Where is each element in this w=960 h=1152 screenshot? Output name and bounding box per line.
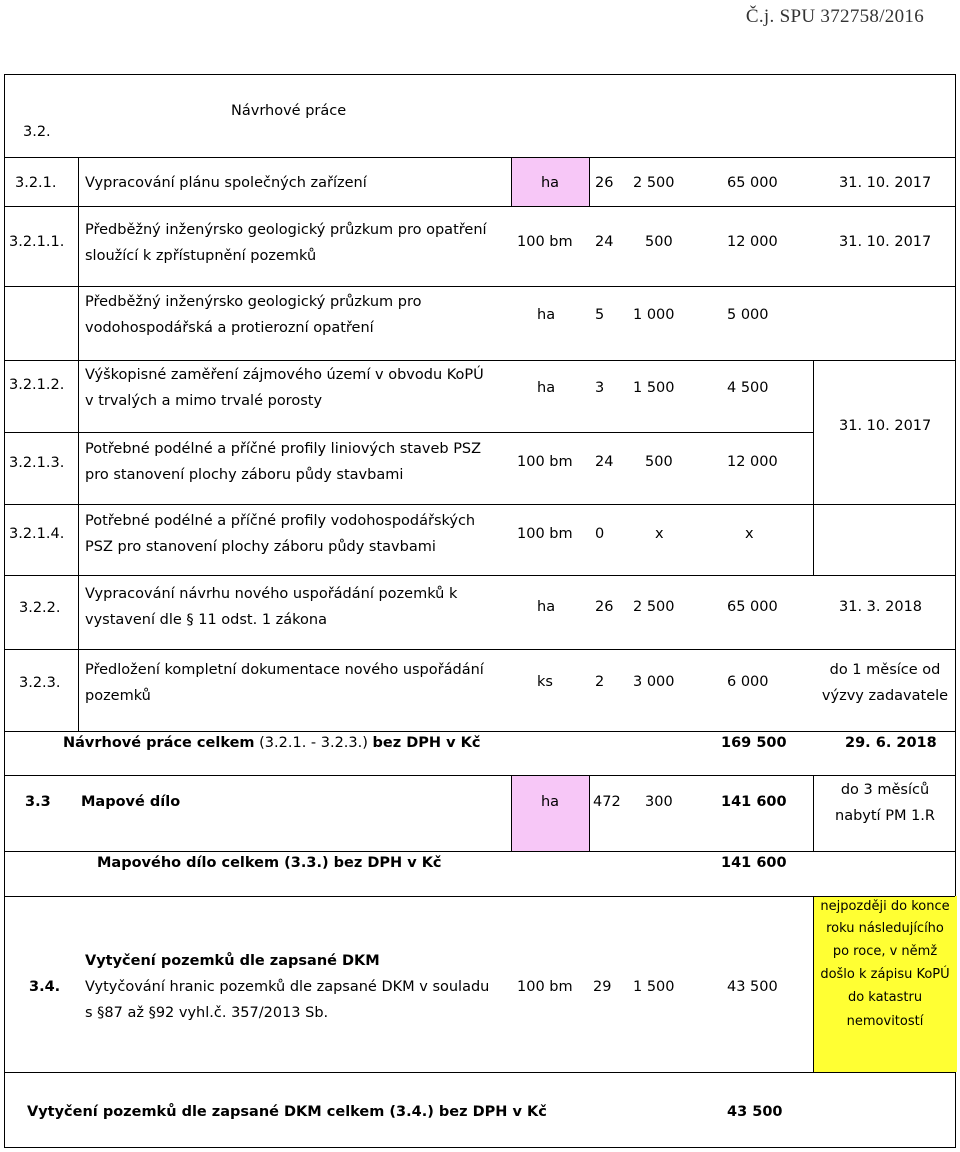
subtotal-value: 141 600 (721, 855, 787, 871)
unit: ha (537, 599, 556, 615)
total: 65 000 (727, 175, 778, 191)
unit: 100 bm (517, 979, 573, 995)
deadline-line: nabytí PM 1.R (835, 808, 935, 824)
row-description-line: PSZ pro stanovení plochy záboru půdy stavbami (85, 539, 436, 555)
deadline-note-line: došlo k zápisu KoPÚ (820, 967, 950, 982)
row-description-line: Předložení kompletní dokumentace nového uspořádání (85, 662, 484, 678)
quantity: 3 (595, 380, 605, 396)
quantity: 472 (593, 794, 621, 810)
unit: ha (540, 794, 560, 810)
unit-price: 2 500 (633, 175, 675, 191)
row-description-line: Vypracování návrhu nového uspořádání pozemků k (85, 586, 458, 602)
row-description-line: Vytyčování hranic pozemků dle zapsané DKM v souladu (85, 979, 490, 995)
row-number: 3.2.1.2. (9, 377, 65, 393)
row-description-line: pro stanovení plochy záboru půdy stavbami (85, 467, 404, 483)
row-number: 3.2.1.4. (9, 526, 65, 542)
row-number: 3.2.1.3. (9, 455, 65, 471)
unit-price: 500 (645, 454, 673, 470)
deadline-line: do 3 měsíců (840, 782, 930, 798)
unit: ks (537, 674, 553, 690)
row-description-line: Potřebné podélné a příčné profily liniových staveb PSZ (85, 441, 482, 457)
total: 12 000 (727, 454, 778, 470)
quantity: 26 (595, 175, 614, 191)
total: 12 000 (727, 234, 778, 250)
subtotal-value: 43 500 (727, 1104, 783, 1120)
unit: 100 bm (517, 234, 573, 250)
subtotal-deadline: 29. 6. 2018 (845, 735, 937, 751)
deadline-note-line: nejpozději do konce (820, 899, 950, 914)
unit: ha (537, 380, 556, 396)
total: x (745, 526, 754, 542)
total: 6 000 (727, 674, 769, 690)
quantity: 29 (593, 979, 612, 995)
deadline: 31. 10. 2017 (839, 234, 932, 250)
quantity: 5 (595, 307, 605, 323)
unit-price: 2 500 (633, 599, 675, 615)
unit-price: 3 000 (633, 674, 675, 690)
quantity: 0 (595, 526, 605, 542)
row-number: 3.2.1. (15, 175, 57, 191)
total: 4 500 (727, 380, 769, 396)
row-description-line: vystavení dle § 11 odst. 1 zákona (85, 612, 327, 628)
row-description-line: v trvalých a mimo trvalé porosty (85, 393, 323, 409)
deadline-note-line: po roce, v němž (832, 944, 938, 959)
unit: ha (537, 307, 556, 323)
unit: 100 bm (517, 454, 573, 470)
unit: ha (540, 175, 560, 191)
subtotal-value: 169 500 (721, 735, 787, 751)
row-number: 3.2.1.1. (9, 234, 65, 250)
unit: 100 bm (517, 526, 573, 542)
unit-price: 500 (645, 234, 673, 250)
section-number: 3.4. (29, 979, 61, 995)
row-description-line: pozemků (85, 688, 151, 704)
deadline: 31. 10. 2017 (839, 175, 932, 191)
unit-price: 1 000 (633, 307, 675, 323)
total: 65 000 (727, 599, 778, 615)
unit-price: 1 500 (633, 979, 675, 995)
unit-price: x (655, 526, 664, 542)
quantity: 26 (595, 599, 614, 615)
unit-price: 300 (645, 794, 673, 810)
subtotal-label: Návrhové práce celkem (3.2.1. - 3.2.3.) bez DPH v Kč (63, 735, 481, 751)
document-reference: Č.j. SPU 372758/2016 (745, 6, 924, 27)
row-description-line: sloužící k zpřístupnění pozemků (85, 248, 317, 264)
row-description-line: Potřebné podélné a příčné profily vodohospodářských (85, 513, 476, 529)
section-title: Vytyčení pozemků dle zapsané DKM (85, 953, 380, 969)
total: 43 500 (727, 979, 778, 995)
quantity: 24 (595, 234, 614, 250)
subtotal-label: Mapového dílo celkem (3.3.) bez DPH v Kč (97, 855, 442, 871)
deadline: 31. 10. 2017 (839, 418, 932, 434)
section-title: Návrhové práce (231, 103, 347, 119)
subtotal-label: Vytyčení pozemků dle zapsané DKM celkem (3.4.) bez DPH v Kč (27, 1104, 547, 1120)
deadline-line: do 1 měsíce od (829, 662, 941, 678)
row-description-line: s §87 až §92 vyhl.č. 357/2013 Sb. (85, 1005, 329, 1021)
row-description: Vypracování plánu společných zařízení (85, 175, 367, 191)
quantity: 24 (595, 454, 614, 470)
unit-price: 1 500 (633, 380, 675, 396)
deadline-note-line: nemovitostí (846, 1014, 924, 1029)
row-description-line: Předběžný inženýrsko geologický průzkum pro opatření (85, 222, 487, 238)
row-description: Mapové dílo (81, 794, 181, 810)
row-description-line: vodohospodářská a protierozní opatření (85, 320, 374, 336)
row-number: 3.2.3. (19, 675, 61, 691)
quantity: 2 (595, 674, 605, 690)
deadline-note-line: do katastru (847, 990, 923, 1005)
row-description-line: Výškopisné zaměření zájmového území v obvodu KoPÚ (85, 367, 484, 383)
row-description-line: Předběžný inženýrsko geologický průzkum pro (85, 294, 422, 310)
price-table (4, 74, 956, 1148)
deadline-note-line: roku následujícího (826, 921, 944, 936)
row-number: 3.2.2. (19, 600, 61, 616)
section-number: 3.2. (23, 124, 51, 140)
section-number: 3.3 (25, 794, 51, 810)
total: 5 000 (727, 307, 769, 323)
total: 141 600 (721, 794, 787, 810)
deadline: 31. 3. 2018 (839, 599, 923, 615)
deadline-line: výzvy zadavatele (821, 688, 949, 704)
